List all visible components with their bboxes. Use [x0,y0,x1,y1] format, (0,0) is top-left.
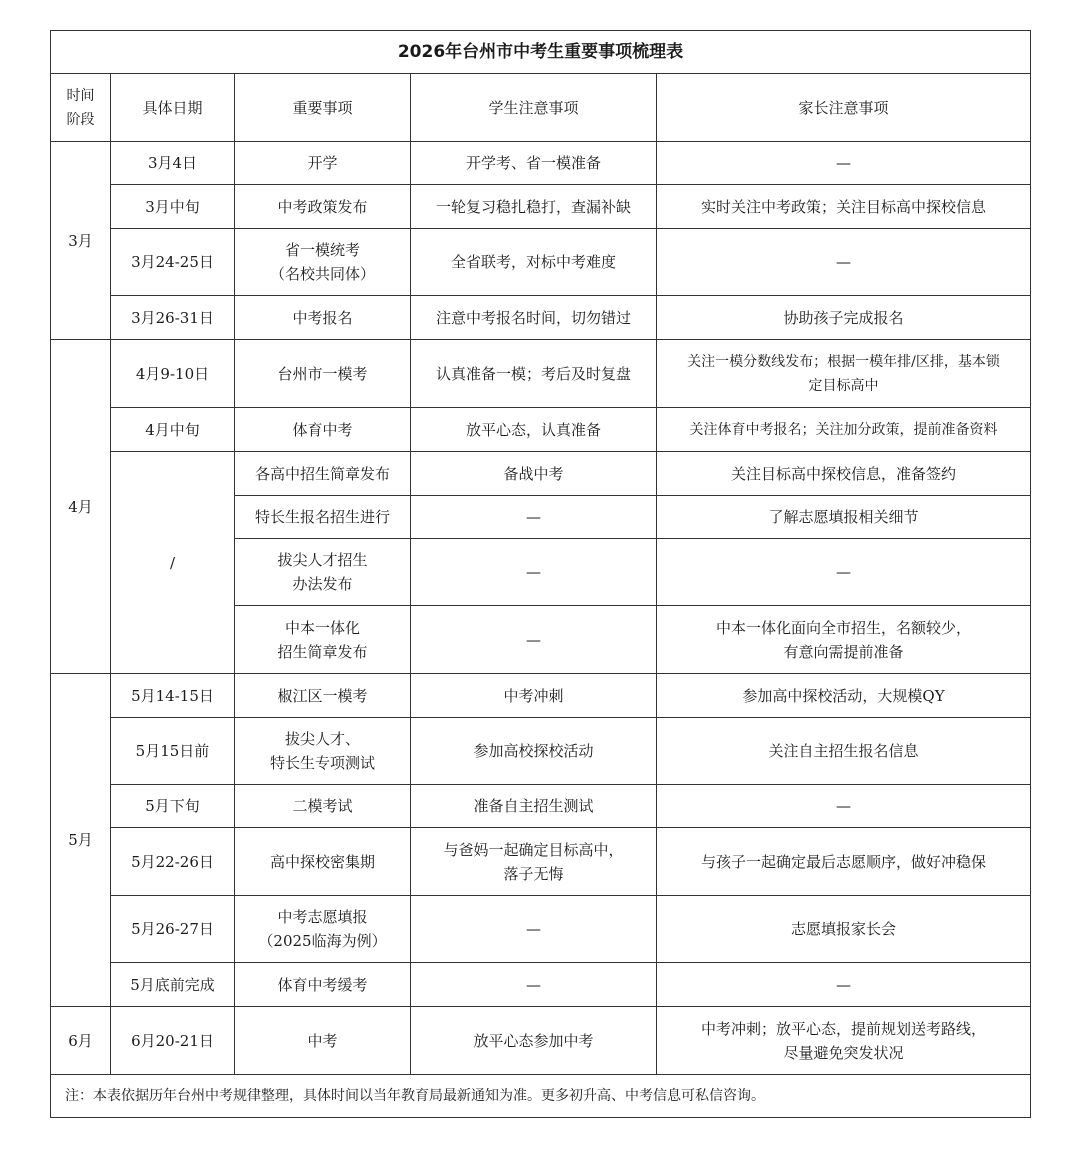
parent-cell: 协助孩子完成报名 [657,296,1031,340]
date-cell: 4月9-10日 [111,340,235,408]
table-row [51,296,1031,340]
event-cell: 中考志愿填报 （2025临海为例） [235,896,411,963]
event-cell: 体育中考 [235,408,411,452]
student-cell: 开学考、省一模准备 [411,142,657,185]
note-row [51,1075,1031,1118]
header-row [51,74,1031,142]
date-cell: 5月22-26日 [111,828,235,896]
student-cell: 认真准备一模；考后及时复盘 [411,340,657,408]
event-cell: 拔尖人才、 特长生专项测试 [235,718,411,785]
student-cell: — [411,896,657,963]
header-parent: 家长注意事项 [657,74,1031,142]
phase-cell: 6月 [51,1007,111,1075]
table-row [51,452,1031,496]
student-cell: — [411,606,657,674]
parent-cell: — [657,142,1031,185]
event-cell: 高中探校密集期 [235,828,411,896]
parent-cell: 关注目标高中探校信息，准备签约 [657,452,1031,496]
table-row [51,142,1031,185]
table-row [51,229,1031,296]
date-cell: 3月26-31日 [111,296,235,340]
phase-cell: 5月 [51,674,111,1007]
event-cell: 特长生报名招生进行 [235,496,411,539]
parent-cell: 中本一体化面向全市招生，名额较少， 有意向需提前准备 [657,606,1031,674]
date-cell: 4月中旬 [111,408,235,452]
date-cell: 5月底前完成 [111,963,235,1007]
event-cell: 中本一体化 招生简章发布 [235,606,411,674]
table-row [51,896,1031,963]
event-cell: 二模考试 [235,785,411,828]
table-row [51,718,1031,785]
parent-cell: 中考冲刺；放平心态，提前规划送考路线， 尽量避免突发状况 [657,1007,1031,1075]
table-row [51,828,1031,896]
header-student: 学生注意事项 [411,74,657,142]
student-cell: 准备自主招生测试 [411,785,657,828]
event-cell: 台州市一模考 [235,340,411,408]
parent-cell: 关注自主招生报名信息 [657,718,1031,785]
student-cell: 一轮复习稳扎稳打，查漏补缺 [411,185,657,229]
table-title: 2026年台州市中考生重要事项梳理表 [51,31,1031,74]
student-cell: 与爸妈一起确定目标高中， 落子无悔 [411,828,657,896]
parent-cell: 实时关注中考政策；关注目标高中探校信息 [657,185,1031,229]
header-event: 重要事项 [235,74,411,142]
student-cell: — [411,496,657,539]
parent-cell: — [657,785,1031,828]
date-cell: 3月4日 [111,142,235,185]
table-row [51,408,1031,452]
event-cell: 开学 [235,142,411,185]
parent-cell: 参加高中探校活动，大规模QY [657,674,1031,718]
event-cell: 中考 [235,1007,411,1075]
event-cell: 各高中招生简章发布 [235,452,411,496]
footnote: 注：本表依据历年台州中考规律整理，具体时间以当年教育局最新通知为准。更多初升高、中考信息可私信咨询。 [51,1075,1031,1118]
parent-cell: — [657,963,1031,1007]
event-cell: 中考报名 [235,296,411,340]
event-cell: 体育中考缓考 [235,963,411,1007]
parent-cell: 了解志愿填报相关细节 [657,496,1031,539]
phase-cell: 4月 [51,340,111,674]
student-cell: 备战中考 [411,452,657,496]
parent-cell: 志愿填报家长会 [657,896,1031,963]
table-row [51,785,1031,828]
date-cell: / [111,452,235,674]
table-row [51,1007,1031,1075]
table-row [51,340,1031,408]
student-cell: 放平心态参加中考 [411,1007,657,1075]
student-cell: 放平心态，认真准备 [411,408,657,452]
date-cell: 6月20-21日 [111,1007,235,1075]
parent-cell: — [657,229,1031,296]
date-cell: 3月24-25日 [111,229,235,296]
table-row [51,674,1031,718]
student-cell: 全省联考，对标中考难度 [411,229,657,296]
title-row [51,31,1031,74]
table-row [51,185,1031,229]
header-phase: 时间 阶段 [51,74,111,142]
header-date: 具体日期 [111,74,235,142]
date-cell: 5月下旬 [111,785,235,828]
parent-cell: — [657,539,1031,606]
date-cell: 3月中旬 [111,185,235,229]
student-cell: — [411,539,657,606]
event-cell: 省一模统考 （名校共同体） [235,229,411,296]
parent-cell: 关注体育中考报名；关注加分政策，提前准备资料 [657,408,1031,452]
student-cell: — [411,963,657,1007]
event-cell: 拔尖人才招生 办法发布 [235,539,411,606]
student-cell: 参加高校探校活动 [411,718,657,785]
parent-cell: 关注一模分数线发布；根据一模年排/区排，基本锁 定目标高中 [657,340,1031,408]
event-cell: 椒江区一模考 [235,674,411,718]
date-cell: 5月14-15日 [111,674,235,718]
phase-cell: 3月 [51,142,111,340]
date-cell: 5月15日前 [111,718,235,785]
student-cell: 注意中考报名时间，切勿错过 [411,296,657,340]
student-cell: 中考冲刺 [411,674,657,718]
parent-cell: 与孩子一起确定最后志愿顺序，做好冲稳保 [657,828,1031,896]
table-row [51,963,1031,1007]
schedule-table [50,30,1031,1118]
event-cell: 中考政策发布 [235,185,411,229]
date-cell: 5月26-27日 [111,896,235,963]
